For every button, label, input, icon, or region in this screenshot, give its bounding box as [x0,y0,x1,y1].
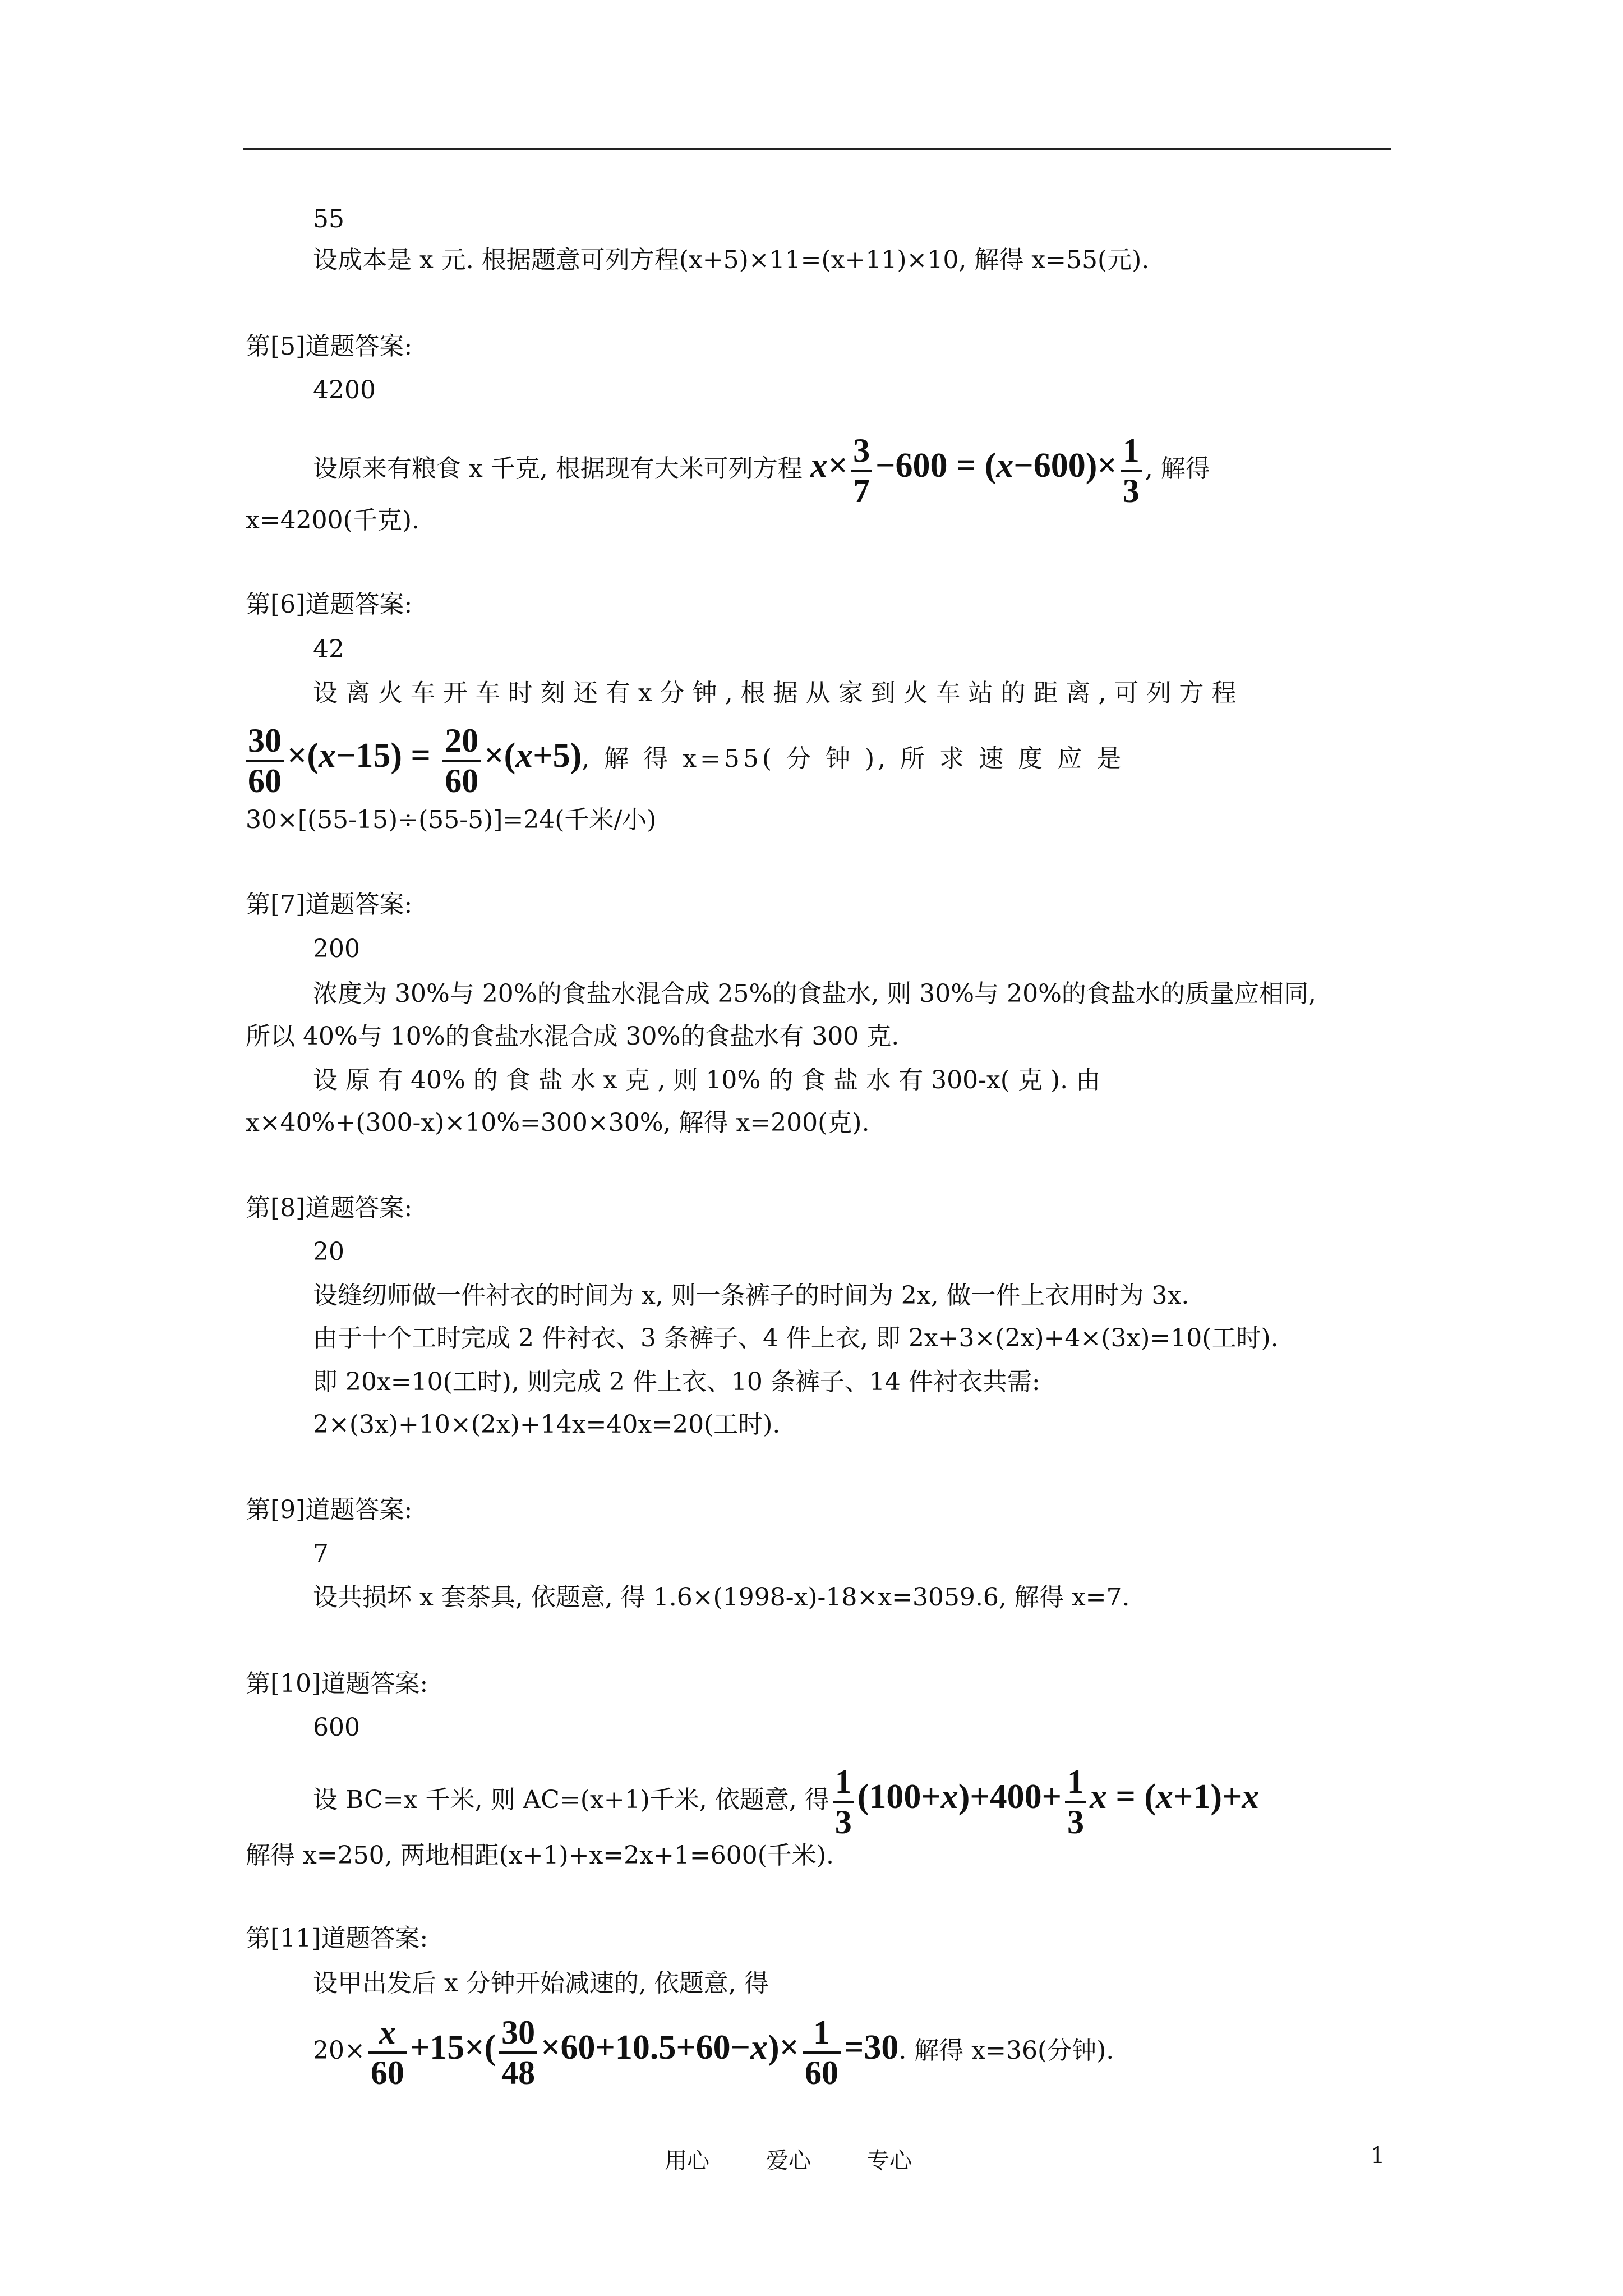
answer-result: 20 [313,1237,344,1266]
answer-result: 7 [313,1539,329,1568]
answer-text: 2×(3x)+10×(2x)+14x=40x=20(工时). [313,1410,781,1439]
answer-equation-line: 20× $\frac{x}{60}$ +15×( $\frac{30}{48}$ ×60+10.5+60−x)× $\frac{1}{60}$ =30. 解得 x=36(分钟). [313,2013,1114,2091]
answer-text: 由于十个工时完成 2 件衬衣、3 条裤子、4 件上衣, 即 2x+3×(2x)+4×(3x)=10(工时). [313,1324,1279,1352]
fraction: $\frac{20}{60}$ [442,721,481,800]
answer-text: , 解得 [1145,454,1210,483]
answer-text: 设共损坏 x 套茶具, 依题意, 得 1.6×(1998-x)-18×x=3059.6, 解得 x=7. [313,1583,1130,1612]
answer-result: 55 [313,205,344,233]
answer-text: 解得 x=250, 两地相距(x+1)+x=2x+1=600(千米). [246,1841,834,1870]
answer-result: 600 [313,1713,360,1742]
fraction: $\frac{x}{60}$ [368,2013,407,2092]
answer-text: 设甲出发后 x 分钟开始减速的, 依题意, 得 [313,1969,769,1998]
equation: x× [810,447,848,485]
equation-prefix: 20× [313,2036,365,2065]
answer-header: 第[11]道题答案: [246,1924,428,1953]
answer-text: 设缝纫师做一件衬衣的时间为 x, 则一条裤子的时间为 2x, 做一件上衣用时为 3x. [313,1281,1189,1310]
header-rule [243,148,1391,150]
answer-header: 第[10]道题答案: [246,1669,428,1698]
footer-word: 专心 [867,2148,912,2174]
answer-text: , 解 得 x=55( 分 钟 ), 所 求 速 度 应 是 [582,744,1125,773]
fraction: $\frac{30}{60}$ [246,721,284,800]
answer-text: 设原来有粮食 x 千克, 根据现有大米可列方程 [313,454,803,483]
fraction: $\frac{1}{3}$ [1121,431,1142,510]
footer-word: 用心 [665,2148,709,2174]
answer-text: 浓度为 30%与 20%的食盐水混合成 25%的食盐水, 则 30%与 20%的食盐水的质量应相同, [313,979,1316,1008]
answer-header: 第[6]道题答案: [246,590,413,619]
answer-header: 第[8]道题答案: [246,1194,413,1222]
answer-text: 所以 40%与 10%的食盐水混合成 30%的食盐水有 300 克. [246,1022,900,1051]
fraction: $\frac{30}{48}$ [499,2013,537,2092]
answer-text: 设 BC=x 千米, 则 AC=(x+1)千米, 依题意, 得 [313,1786,829,1814]
fraction: $\frac{1}{3}$ [833,1763,854,1841]
answer-text: 设 离 火 车 开 车 时 刻 还 有 x 分 钟 , 根 据 从 家 到 火 车 站 的 距 离 , 可 列 方 程 [313,679,1237,707]
answer-header: 第[9]道题答案: [246,1496,413,1524]
fraction: $\frac{1}{3}$ [1065,1763,1086,1841]
answer-text: 设成本是 x 元. 根据题意可列方程(x+5)×11=(x+11)×10, 解得 x=55(元). [313,246,1150,274]
answer-text: x×40%+(300-x)×10%=300×30%, 解得 x=200(克). [246,1108,870,1137]
footer-word: 爱心 [766,2148,811,2174]
answer-header: 第[5]道题答案: [246,332,413,361]
fraction: $\frac{3}{7}$ [851,431,872,510]
answer-equation-line: 设原来有粮食 x 千克, 根据现有大米可列方程 x× $\frac{3}{7}$ −600 = (x−600)× $\frac{1}{3}$ , 解得 [313,431,1210,509]
answer-result: 4200 [313,376,376,404]
answer-text: . 解得 x=36(分钟). [898,2036,1114,2065]
answer-text: 30×[(55-15)÷(55-5)]=24(千米/小) [246,806,657,834]
answer-equation-line: $\frac{30}{60}$ ×(x−15) = $\frac{20}{60}$ ×(x+5), 解 得 x=55( 分 钟 ), 所 求 速 度 应 是 [246,714,1124,798]
fraction: $\frac{1}{60}$ [803,2013,841,2092]
answer-text: 即 20x=10(工时), 则完成 2 件上衣、10 条裤子、14 件衬衣共需: [313,1368,1040,1396]
page-number: 1 [1371,2143,1385,2169]
answer-header: 第[7]道题答案: [246,890,413,919]
answer-text: x=4200(千克). [246,506,419,535]
answer-result: 200 [313,935,360,963]
answer-text: 设 原 有 40% 的 食 盐 水 x 克 , 则 10% 的 食 盐 水 有 300-x( 克 ). 由 [313,1066,1101,1094]
answer-result: 42 [313,635,344,664]
answer-equation-line: 设 BC=x 千米, 则 AC=(x+1)千米, 依题意, 得 $\frac{1}{3}$ (100+x)+400+ $\frac{1}{3}$ x = (x+1)+x [313,1763,1260,1841]
